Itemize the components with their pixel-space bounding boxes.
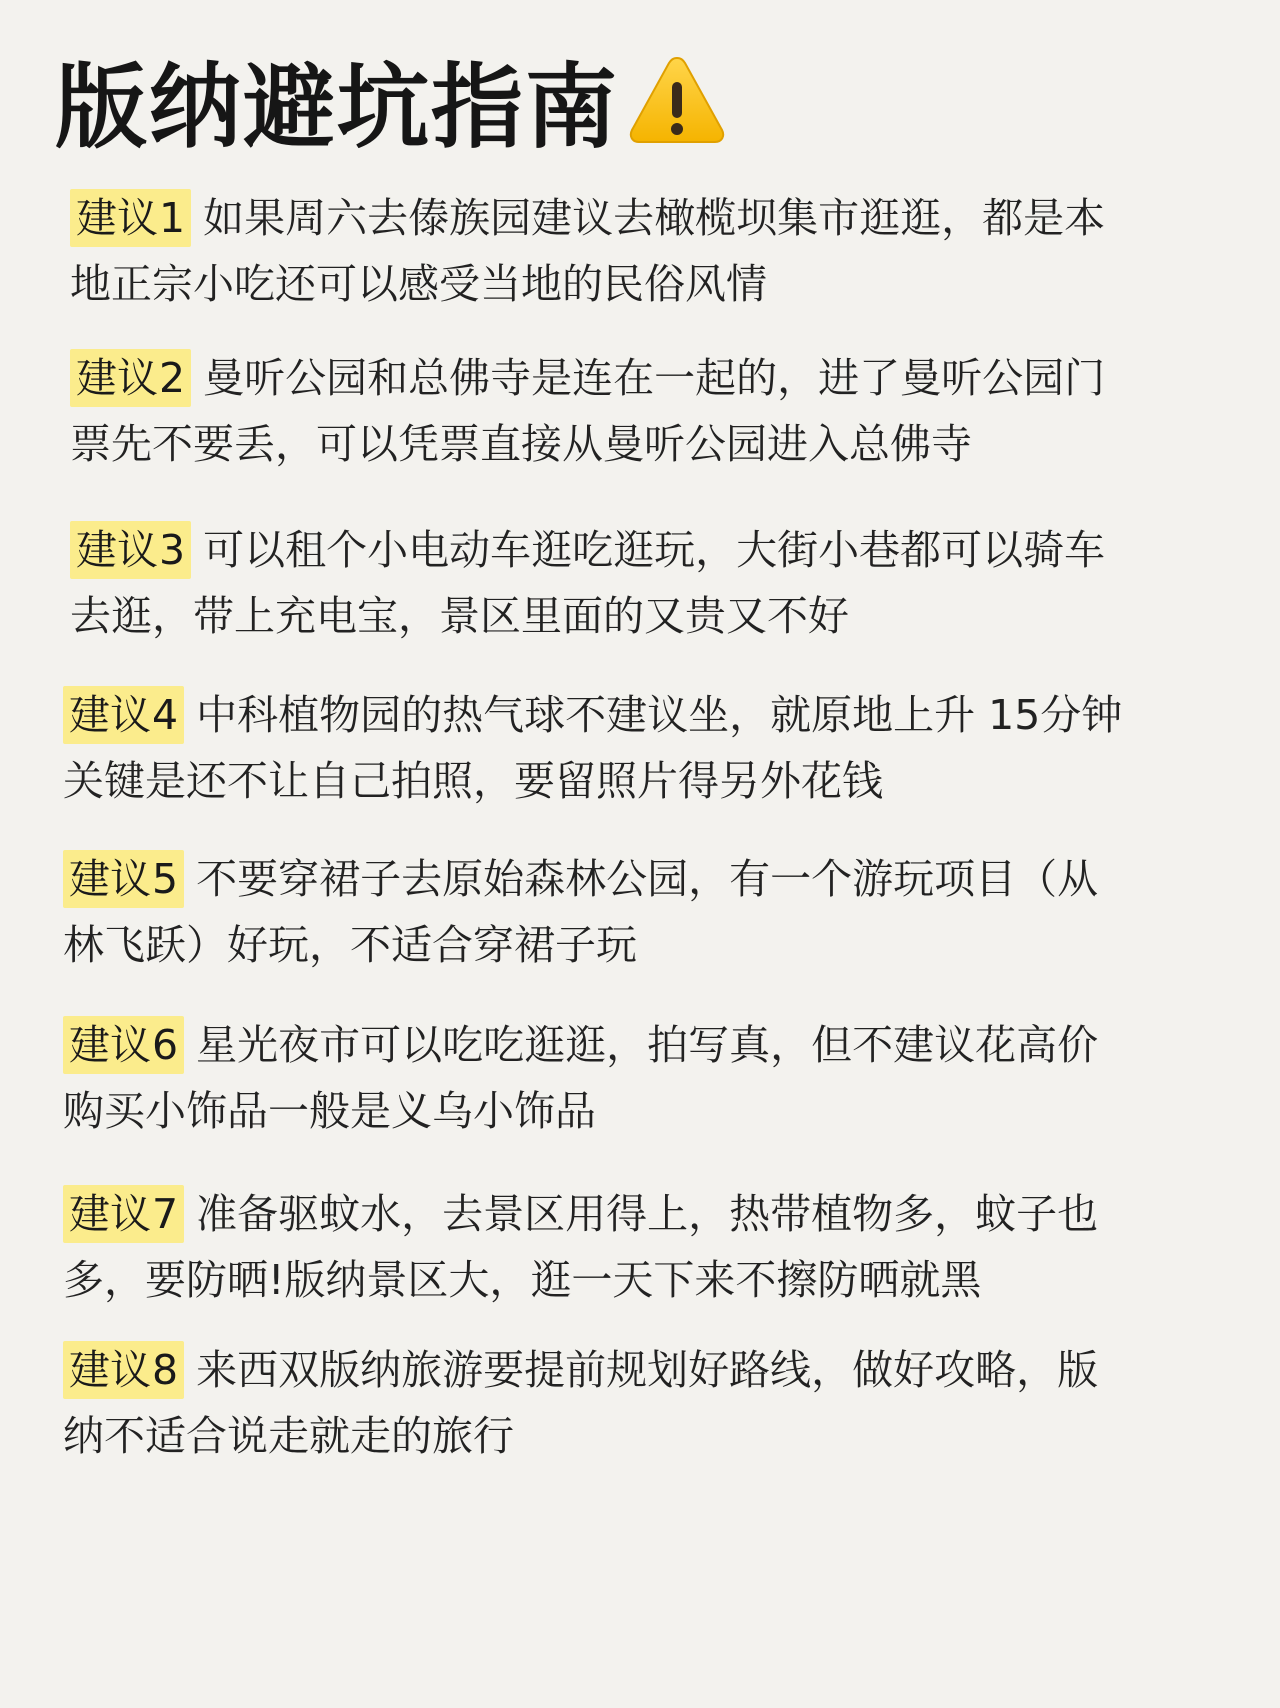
- tip-text-continued: 林飞跃）好玩，不适合穿裙子玩: [63, 921, 637, 969]
- tip-text: 来西双版纳旅游要提前规划好路线，做好攻略，版: [196, 1346, 1099, 1394]
- tip-tag-word: 建议: [69, 1190, 151, 1238]
- tip-7: [63, 1181, 1098, 1313]
- tip-text: 不要穿裙子去原始森林公园，有一个游玩项目（从: [196, 855, 1099, 903]
- warning-icon: [627, 50, 727, 150]
- tip-tag: [63, 686, 184, 744]
- tip-text-continued: 去逛，带上充电宝，景区里面的又贵又不好: [70, 592, 849, 640]
- tip-tag-word: 建议: [69, 1346, 151, 1394]
- tip-tag-number: 7: [152, 1190, 179, 1238]
- title-row: [55, 40, 727, 160]
- tip-text: 曼听公园和总佛寺是连在一起的，进了曼听公园门: [203, 354, 1106, 402]
- tip-text-continued: 票先不要丢，可以凭票直接从曼听公园进入总佛寺: [70, 420, 972, 468]
- tip-tag: [70, 521, 191, 579]
- tip-tag-number: 5: [152, 855, 179, 903]
- tip-tag: [70, 189, 191, 247]
- tip-tag: [63, 1341, 184, 1399]
- tip-5: [63, 846, 1098, 978]
- tip-4: [63, 682, 1122, 814]
- tip-line-1: [63, 682, 1122, 748]
- tip-3: [70, 517, 1105, 649]
- tip-text: 准备驱蚊水，去景区用得上，热带植物多，蚊子也: [196, 1190, 1099, 1238]
- tip-1: [70, 185, 1105, 317]
- tip-tag-word: 建议: [76, 526, 158, 574]
- tip-text-continued: 多，要防晒!版纳景区大，逛一天下来不擦防晒就黑: [63, 1256, 982, 1304]
- tip-line-1: [70, 517, 1105, 583]
- tip-text-continued: 地正宗小吃还可以感受当地的民俗风情: [70, 260, 767, 308]
- tip-text-continued: 纳不适合说走就走的旅行: [63, 1412, 514, 1460]
- tip-text-continued: 购买小饰品一般是义乌小饰品: [63, 1087, 596, 1135]
- tip-line-1: [70, 345, 1105, 411]
- tip-tag-word: 建议: [69, 855, 151, 903]
- tip-tag-word: 建议: [69, 1021, 151, 1069]
- tip-line-1: [63, 1012, 1098, 1078]
- tip-text: 可以租个小电动车逛吃逛玩，大街小巷都可以骑车: [203, 526, 1106, 574]
- tip-tag: [63, 850, 184, 908]
- tip-tag-number: 6: [152, 1021, 179, 1069]
- tip-line-1: [63, 1337, 1098, 1403]
- tip-tag: [63, 1185, 184, 1243]
- tip-tag-word: 建议: [76, 194, 158, 242]
- tip-text: 星光夜市可以吃吃逛逛，拍写真，但不建议花高价: [196, 1021, 1099, 1069]
- tip-tag-word: 建议: [76, 354, 158, 402]
- tip-text: 如果周六去傣族园建议去橄榄坝集市逛逛，都是本: [203, 194, 1106, 242]
- tip-tag-number: 3: [159, 526, 186, 574]
- tip-line-1: [63, 1181, 1098, 1247]
- tip-tag: [63, 1016, 184, 1074]
- page-title: 版纳避坑指南: [55, 54, 620, 161]
- tip-tag-number: 8: [152, 1346, 179, 1394]
- tip-line-1: [63, 846, 1098, 912]
- tip-text-continued: 关键是还不让自己拍照，要留照片得另外花钱: [63, 757, 883, 805]
- tip-2: [70, 345, 1105, 477]
- tip-tag-number: 1: [159, 194, 186, 242]
- tip-text: 中科植物园的热气球不建议坐，就原地上升 15分钟: [196, 691, 1123, 739]
- tip-line-1: [70, 185, 1105, 251]
- tip-tag: [70, 349, 191, 407]
- tip-8: [63, 1337, 1098, 1469]
- tip-tag-number: 2: [159, 354, 186, 402]
- tip-6: [63, 1012, 1098, 1144]
- tip-tag-word: 建议: [69, 691, 151, 739]
- tip-tag-number: 4: [152, 691, 179, 739]
